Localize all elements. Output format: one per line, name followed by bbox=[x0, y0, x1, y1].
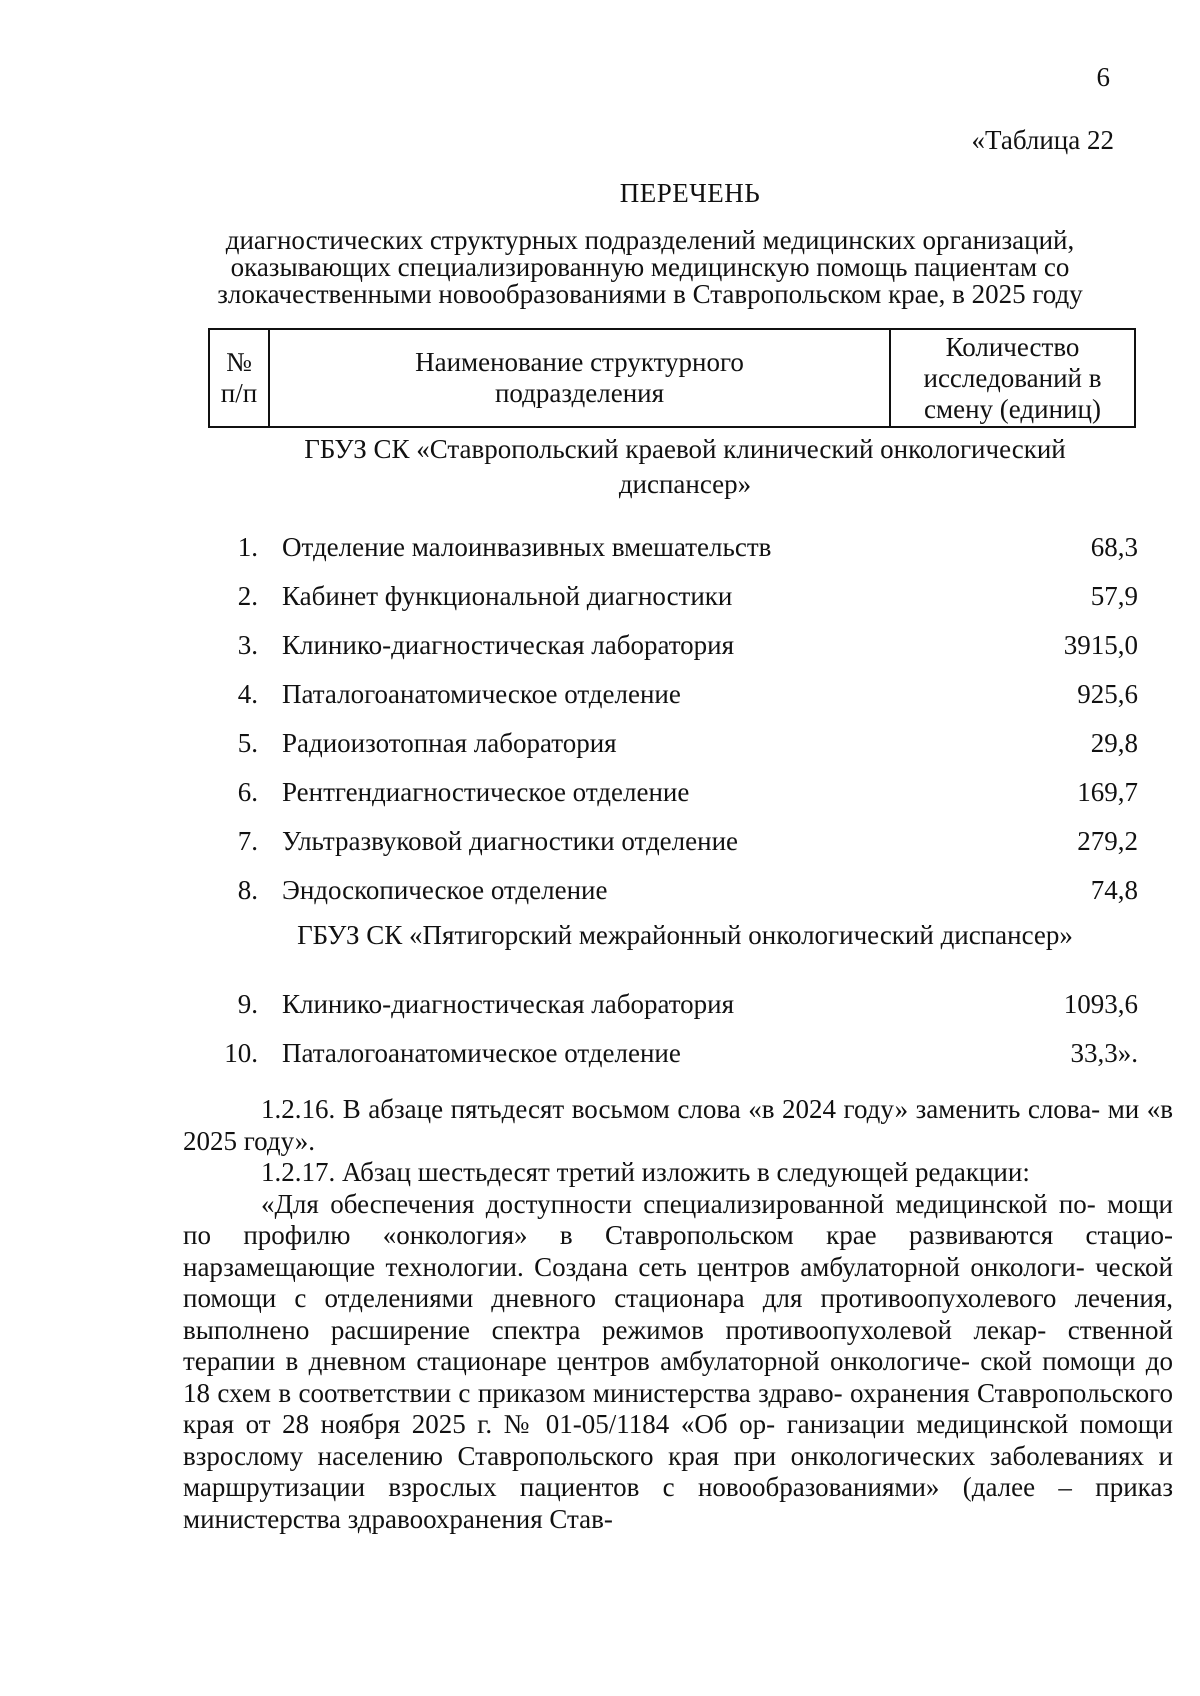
row-number: 6. bbox=[237, 777, 258, 807]
row-name: Клинико-диагностическая лаборатория bbox=[282, 630, 735, 660]
header-number-cell: № п/п bbox=[209, 329, 269, 427]
table-header bbox=[208, 328, 1136, 428]
row-number: 2. bbox=[237, 581, 258, 611]
table-row bbox=[208, 826, 1138, 866]
subtitle-line: злокачественными новообразованиями в Ставропольском крае, в 2025 году bbox=[217, 279, 1083, 309]
table-row bbox=[208, 1038, 1138, 1078]
table-label: «Таблица 22 bbox=[971, 125, 1114, 155]
header-name-cell: Наименование структурного подразделения bbox=[269, 329, 890, 427]
subtitle-line: диагностических структурных подразделений медицинских организаций, bbox=[225, 225, 1075, 255]
row-quantity: 57,9 bbox=[1090, 581, 1138, 611]
row-name: Паталогоанатомическое отделение bbox=[282, 679, 681, 709]
paragraph: 1.2.16. В абзаце пятьдесят восьмом слова «в 2024 году» заменить слова- ми «в 2025 году». bbox=[183, 1094, 1173, 1156]
row-quantity: 925,6 bbox=[1077, 679, 1138, 709]
table-row bbox=[208, 532, 1138, 572]
row-quantity: 33,3». bbox=[1070, 1038, 1138, 1068]
body-text bbox=[183, 1094, 1173, 1535]
row-name: Паталогоанатомическое отделение bbox=[282, 1038, 681, 1068]
group-title: ГБУЗ СК «Ставропольский краевой клинический онкологический диспансер» bbox=[304, 434, 1066, 499]
row-quantity: 1093,6 bbox=[1063, 989, 1138, 1019]
row-number: 5. bbox=[237, 728, 258, 758]
row-name: Радиоизотопная лаборатория bbox=[282, 728, 617, 758]
header-quantity-cell: Количество исследований в смену (единиц) bbox=[890, 329, 1135, 427]
row-quantity: 3915,0 bbox=[1063, 630, 1138, 660]
table-row bbox=[208, 875, 1138, 915]
row-name: Кабинет функциональной диагностики bbox=[282, 581, 733, 611]
row-quantity: 279,2 bbox=[1077, 826, 1138, 856]
row-quantity: 169,7 bbox=[1077, 777, 1138, 807]
row-name: Отделение малоинвазивных вмешательств bbox=[282, 532, 772, 562]
row-name: Эндоскопическое отделение bbox=[282, 875, 608, 905]
row-number: 3. bbox=[237, 630, 258, 660]
table-row bbox=[208, 777, 1138, 817]
document-subtitle bbox=[180, 227, 1120, 308]
table-row bbox=[208, 581, 1138, 621]
row-name: Ультразвуковой диагностики отделение bbox=[282, 826, 739, 856]
row-name: Клинико-диагностическая лаборатория bbox=[282, 989, 735, 1019]
row-number: 7. bbox=[237, 826, 258, 856]
row-number: 9. bbox=[237, 989, 258, 1019]
document-title: ПЕРЕЧЕНЬ bbox=[619, 178, 761, 208]
subtitle-line: оказывающих специализированную медицинскую помощь пациентам со bbox=[230, 252, 1070, 282]
table-row bbox=[208, 728, 1138, 768]
row-number: 4. bbox=[237, 679, 258, 709]
table-row bbox=[208, 630, 1138, 670]
paragraph: «Для обеспечения доступности специализированной медицинской по- мощи по профилю «онкология» в Ставропольском крае развиваются стацио- нарзамещающие технологии. Создана сеть центров амбулаторной онкологи- ческой помощи с отделениями дневного стационара для противоопухолевого лечения, выполнено расширение спектра режимов противоопухолевой лекар- ственной терапии в дневном стационаре центров амбулаторной онкологиче- ской помощи до 18 схем в соответствии с приказом министерства здраво- охранения Ставропольского края от 28 ноября 2025 г. № 01-05/1184 «Об ор- ганизации медицинской помощи взрослому населению Ставропольского края при онкологических заболеваниях и маршрутизации взрослых пациентов с новообразованиями» (далее – приказ министерства здравоохранения Став- bbox=[183, 1188, 1173, 1534]
page-number: 6 bbox=[1096, 62, 1110, 92]
row-quantity: 68,3 bbox=[1090, 532, 1138, 562]
row-name: Рентгендиагностическое отделение bbox=[282, 777, 690, 807]
table-row bbox=[208, 679, 1138, 719]
row-number: 1. bbox=[237, 532, 258, 562]
table-row bbox=[208, 989, 1138, 1029]
row-quantity: 74,8 bbox=[1090, 875, 1138, 905]
row-number: 8. bbox=[237, 875, 258, 905]
paragraph: 1.2.17. Абзац шестьдесят третий изложить в следующей редакции: bbox=[261, 1157, 1030, 1187]
row-quantity: 29,8 bbox=[1090, 728, 1138, 758]
row-number: 10. bbox=[224, 1038, 258, 1068]
group-title: ГБУЗ СК «Пятигорский межрайонный онкологический диспансер» bbox=[297, 920, 1073, 950]
